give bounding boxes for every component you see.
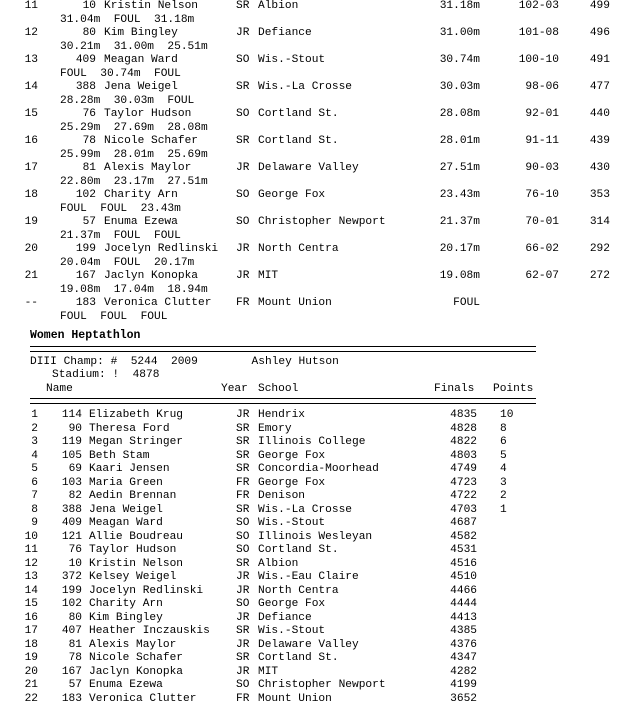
- bib-number: 57: [68, 679, 82, 691]
- final-mark: 19.08m: [439, 270, 480, 282]
- athlete-name: Veronica Clutter: [89, 692, 197, 705]
- school: MIT: [258, 665, 279, 678]
- year: JR: [236, 270, 250, 282]
- attempts: FOUL FOUL FOUL: [60, 310, 168, 323]
- bib-number: 199: [61, 584, 82, 597]
- school: Christopher Newport: [258, 216, 386, 228]
- place: 15: [24, 108, 38, 120]
- place: 8: [31, 503, 38, 516]
- year: JR: [236, 584, 250, 597]
- place: 22: [24, 692, 38, 705]
- final-score: 4413: [450, 611, 477, 624]
- school: Concordia-Moorhead: [258, 463, 379, 475]
- athlete-name: Jena Weigel: [104, 81, 178, 93]
- bib-number: 121: [61, 530, 82, 543]
- final-mark: 23.43m: [439, 189, 480, 201]
- points: 4: [500, 463, 507, 475]
- school: Denison: [258, 490, 305, 502]
- athlete-name: Enuma Ezewa: [104, 216, 178, 228]
- year: SO: [236, 189, 250, 201]
- bib-number: 76: [82, 108, 96, 120]
- school: Wis.-Stout: [258, 517, 326, 529]
- points: 430: [589, 162, 610, 174]
- bib-number: 78: [68, 652, 82, 664]
- place: 19: [24, 652, 38, 664]
- bib-number: 82: [68, 490, 82, 502]
- athlete-name: Jaclyn Konopka: [89, 665, 183, 678]
- final-score: 4582: [450, 530, 477, 543]
- athlete-name: Aedin Brennan: [89, 490, 177, 502]
- place: 2: [31, 422, 38, 435]
- points: 272: [589, 270, 610, 282]
- header-school: School: [258, 383, 299, 395]
- final-score: 4749: [450, 463, 477, 475]
- points: 8: [500, 422, 507, 435]
- points: 496: [589, 27, 610, 39]
- final-mark: 31.00m: [439, 27, 480, 39]
- school: Cortland St.: [258, 652, 339, 664]
- athlete-name: Alexis Maylor: [104, 162, 192, 174]
- final-score: 4376: [450, 638, 477, 651]
- place: 15: [24, 598, 38, 610]
- attempts: 22.80m 23.17m 27.51m: [60, 175, 208, 188]
- bib-number: 388: [75, 81, 96, 93]
- school: Defiance: [258, 27, 312, 39]
- points: 6: [500, 436, 507, 448]
- school: Wis.-La Crosse: [258, 81, 352, 93]
- points: 1: [500, 503, 507, 516]
- athlete-name: Elizabeth Krug: [89, 409, 183, 421]
- bib-number: 105: [61, 449, 82, 462]
- double-rule-top: [30, 346, 536, 352]
- athlete-name: Megan Stringer: [89, 436, 183, 448]
- place: 4: [31, 449, 38, 462]
- school: MIT: [258, 270, 279, 282]
- bib-number: 114: [61, 409, 82, 421]
- place: 11: [24, 544, 38, 556]
- bib-number: 69: [68, 463, 82, 475]
- place: --: [24, 297, 38, 309]
- place: 18: [24, 638, 38, 651]
- final-mark: 20.17m: [439, 243, 480, 255]
- place: 16: [24, 611, 38, 624]
- final-score: 4531: [450, 544, 477, 556]
- athlete-name: Nicole Schafer: [104, 135, 198, 147]
- header-finals: Finals: [434, 383, 475, 395]
- bib-number: 80: [68, 611, 82, 624]
- year: JR: [236, 409, 250, 421]
- final-score: 4703: [450, 503, 477, 516]
- school: Mount Union: [258, 297, 332, 309]
- points: 5: [500, 449, 507, 462]
- header-year: Year: [221, 383, 248, 395]
- final-score: 4687: [450, 517, 477, 529]
- bib-number: 76: [68, 544, 82, 556]
- athlete-name: Kristin Nelson: [104, 0, 198, 12]
- school: Wis.-Stout: [258, 625, 326, 637]
- athlete-name: Jena Weigel: [89, 503, 163, 516]
- school: George Fox: [258, 449, 326, 462]
- athlete-name: Nicole Schafer: [89, 652, 183, 664]
- final-score: 4803: [450, 449, 477, 462]
- bib-number: 90: [68, 422, 82, 435]
- school: Cortland St.: [258, 544, 339, 556]
- points: 491: [589, 54, 610, 66]
- place: 21: [24, 679, 38, 691]
- athlete-name: Meagan Ward: [104, 54, 178, 66]
- athlete-name: Jaclyn Konopka: [104, 270, 198, 282]
- year: SR: [236, 135, 250, 147]
- year: FR: [236, 476, 250, 489]
- year: SR: [236, 652, 250, 664]
- bib-number: 167: [75, 270, 96, 282]
- final-score: 4516: [450, 557, 477, 570]
- year: SO: [236, 598, 250, 610]
- place: 21: [24, 270, 38, 282]
- bib-number: 183: [61, 692, 82, 705]
- bib-number: 10: [82, 0, 96, 12]
- year: SO: [236, 517, 250, 529]
- year: SO: [236, 108, 250, 120]
- table-header: [0, 383, 534, 397]
- place: 17: [24, 162, 38, 174]
- athlete-name: Kim Bingley: [104, 27, 178, 39]
- mark-feet: 92-01: [525, 108, 559, 120]
- final-score: 4282: [450, 665, 477, 678]
- year: SR: [236, 557, 250, 570]
- athlete-name: Jocelyn Redlinski: [89, 584, 204, 597]
- athlete-name: Maria Green: [89, 476, 163, 489]
- year: SR: [236, 422, 250, 435]
- place: 10: [24, 530, 38, 543]
- year: FR: [236, 692, 250, 705]
- athlete-name: Theresa Ford: [89, 422, 170, 435]
- final-score: 3652: [450, 692, 477, 705]
- final-score: 4722: [450, 490, 477, 502]
- points: 292: [589, 243, 610, 255]
- school: North Centra: [258, 243, 339, 255]
- place: 12: [24, 557, 38, 570]
- place: 5: [31, 463, 38, 475]
- athlete-name: Taylor Hudson: [89, 544, 177, 556]
- place: 13: [24, 54, 38, 66]
- place: 13: [24, 571, 38, 583]
- mark-feet: 101-08: [518, 27, 559, 39]
- mark-feet: 62-07: [525, 270, 559, 282]
- school: George Fox: [258, 476, 326, 489]
- school: Illinois Wesleyan: [258, 530, 373, 543]
- place: 20: [24, 665, 38, 678]
- bib-number: 183: [75, 297, 96, 309]
- final-score: 4385: [450, 625, 477, 637]
- mark-feet: 102-03: [518, 0, 559, 12]
- mark-feet: 66-02: [525, 243, 559, 255]
- final-mark: FOUL: [453, 297, 480, 309]
- header-name: Name: [46, 383, 73, 395]
- bib-number: 102: [75, 189, 96, 201]
- points: 10: [500, 409, 514, 421]
- year: JR: [236, 665, 250, 678]
- bib-number: 199: [75, 243, 96, 255]
- section-title-heptathlon: Women Heptathlon: [30, 329, 141, 342]
- attempts: 31.04m FOUL 31.18m: [60, 13, 195, 26]
- mark-feet: 76-10: [525, 189, 559, 201]
- school: Cortland St.: [258, 135, 339, 147]
- record-line-stadium: Stadium: ! 4878: [52, 369, 160, 381]
- school: Delaware Valley: [258, 162, 359, 174]
- header-points: Points: [493, 383, 534, 395]
- final-score: 4822: [450, 436, 477, 448]
- year: SO: [236, 216, 250, 228]
- athlete-name: Charity Arn: [104, 189, 178, 201]
- attempts: 30.21m 31.00m 25.51m: [60, 40, 208, 53]
- bib-number: 167: [61, 665, 82, 678]
- bib-number: 80: [82, 27, 96, 39]
- place: 14: [24, 584, 38, 597]
- athlete-name: Beth Stam: [89, 449, 150, 462]
- year: JR: [236, 243, 250, 255]
- final-mark: 27.51m: [439, 162, 480, 174]
- bib-number: 409: [75, 54, 96, 66]
- athlete-name: Jocelyn Redlinski: [104, 243, 219, 255]
- points: 314: [589, 216, 610, 228]
- athlete-name: Heather Inczauskis: [89, 625, 210, 637]
- double-rule-header: [30, 398, 536, 404]
- record-line-champ: DIII Champ: # 5244 2009 Ashley Hutson: [30, 356, 339, 368]
- school: George Fox: [258, 189, 326, 201]
- bib-number: 407: [61, 625, 82, 637]
- final-score: 4444: [450, 598, 477, 610]
- points: 439: [589, 135, 610, 147]
- year: SR: [236, 436, 250, 448]
- year: JR: [236, 27, 250, 39]
- final-mark: 30.03m: [439, 81, 480, 93]
- bib-number: 103: [61, 476, 82, 489]
- final-score: 4835: [450, 409, 477, 421]
- place: 14: [24, 81, 38, 93]
- attempts: FOUL FOUL 23.43m: [60, 202, 181, 215]
- final-mark: 21.37m: [439, 216, 480, 228]
- place: 6: [31, 476, 38, 489]
- attempts: FOUL 30.74m FOUL: [60, 67, 181, 80]
- school: Wis.-Stout: [258, 54, 326, 66]
- school: Wis.-La Crosse: [258, 503, 352, 516]
- final-score: 4828: [450, 422, 477, 435]
- attempts: 25.29m 27.69m 28.08m: [60, 121, 208, 134]
- mark-feet: 70-01: [525, 216, 559, 228]
- athlete-name: Veronica Clutter: [104, 297, 212, 309]
- place: 17: [24, 625, 38, 637]
- points: 353: [589, 189, 610, 201]
- bib-number: 388: [61, 503, 82, 516]
- bib-number: 57: [82, 216, 96, 228]
- points: 499: [589, 0, 610, 12]
- bib-number: 78: [82, 135, 96, 147]
- year: SO: [236, 679, 250, 691]
- attempts: 25.99m 28.01m 25.69m: [60, 148, 208, 161]
- athlete-name: Kelsey Weigel: [89, 571, 177, 583]
- year: SR: [236, 449, 250, 462]
- attempts: 28.28m 30.03m FOUL: [60, 94, 195, 107]
- place: 19: [24, 216, 38, 228]
- final-score: 4347: [450, 652, 477, 664]
- school: North Centra: [258, 584, 339, 597]
- final-score: 4723: [450, 476, 477, 489]
- attempts: 21.37m FOUL FOUL: [60, 229, 181, 242]
- school: Wis.-Eau Claire: [258, 571, 359, 583]
- final-mark: 31.18m: [439, 0, 480, 12]
- year: SR: [236, 625, 250, 637]
- bib-number: 119: [61, 436, 82, 448]
- year: JR: [236, 611, 250, 624]
- bib-number: 81: [68, 638, 82, 651]
- year: SO: [236, 54, 250, 66]
- year: JR: [236, 638, 250, 651]
- year: FR: [236, 490, 250, 502]
- place: 11: [24, 0, 38, 12]
- school: Hendrix: [258, 409, 305, 421]
- bib-number: 102: [61, 598, 82, 610]
- mark-feet: 98-06: [525, 81, 559, 93]
- year: SR: [236, 503, 250, 516]
- place: 1: [31, 409, 38, 421]
- mark-feet: 90-03: [525, 162, 559, 174]
- final-mark: 30.74m: [439, 54, 480, 66]
- final-score: 4466: [450, 584, 477, 597]
- school: Albion: [258, 0, 299, 12]
- school: Christopher Newport: [258, 679, 386, 691]
- points: 477: [589, 81, 610, 93]
- points: 3: [500, 476, 507, 489]
- athlete-name: Kristin Nelson: [89, 557, 183, 570]
- athlete-name: Taylor Hudson: [104, 108, 192, 120]
- year: FR: [236, 297, 250, 309]
- athlete-name: Alexis Maylor: [89, 638, 177, 651]
- points: 440: [589, 108, 610, 120]
- mark-feet: 91-11: [525, 135, 559, 147]
- place: 7: [31, 490, 38, 502]
- bib-number: 372: [61, 571, 82, 583]
- bib-number: 409: [61, 517, 82, 529]
- place: 20: [24, 243, 38, 255]
- athlete-name: Kaari Jensen: [89, 463, 170, 475]
- place: 18: [24, 189, 38, 201]
- school: Illinois College: [258, 436, 366, 448]
- school: Emory: [258, 422, 292, 435]
- school: Cortland St.: [258, 108, 339, 120]
- year: SR: [236, 0, 250, 12]
- athlete-name: Enuma Ezewa: [89, 679, 163, 691]
- bib-number: 10: [68, 557, 82, 570]
- athlete-name: Allie Boudreau: [89, 530, 183, 543]
- place: 16: [24, 135, 38, 147]
- year: SR: [236, 81, 250, 93]
- school: Delaware Valley: [258, 638, 359, 651]
- year: JR: [236, 571, 250, 583]
- school: Defiance: [258, 611, 312, 624]
- final-score: 4510: [450, 571, 477, 583]
- school: Mount Union: [258, 692, 332, 705]
- year: SR: [236, 463, 250, 475]
- mark-feet: 100-10: [518, 54, 559, 66]
- attempts: 19.08m 17.04m 18.94m: [60, 283, 208, 296]
- final-score: 4199: [450, 679, 477, 691]
- points: 2: [500, 490, 507, 502]
- year: JR: [236, 162, 250, 174]
- school: Albion: [258, 557, 299, 570]
- final-mark: 28.01m: [439, 135, 480, 147]
- year: SO: [236, 544, 250, 556]
- place: 12: [24, 27, 38, 39]
- athlete-name: Kim Bingley: [89, 611, 163, 624]
- attempts: 20.04m FOUL 20.17m: [60, 256, 195, 269]
- athlete-name: Charity Arn: [89, 598, 163, 610]
- place: 3: [31, 436, 38, 448]
- school: George Fox: [258, 598, 326, 610]
- bib-number: 81: [82, 162, 96, 174]
- place: 9: [31, 517, 38, 529]
- athlete-name: Meagan Ward: [89, 517, 163, 529]
- final-mark: 28.08m: [439, 108, 480, 120]
- year: SO: [236, 530, 250, 543]
